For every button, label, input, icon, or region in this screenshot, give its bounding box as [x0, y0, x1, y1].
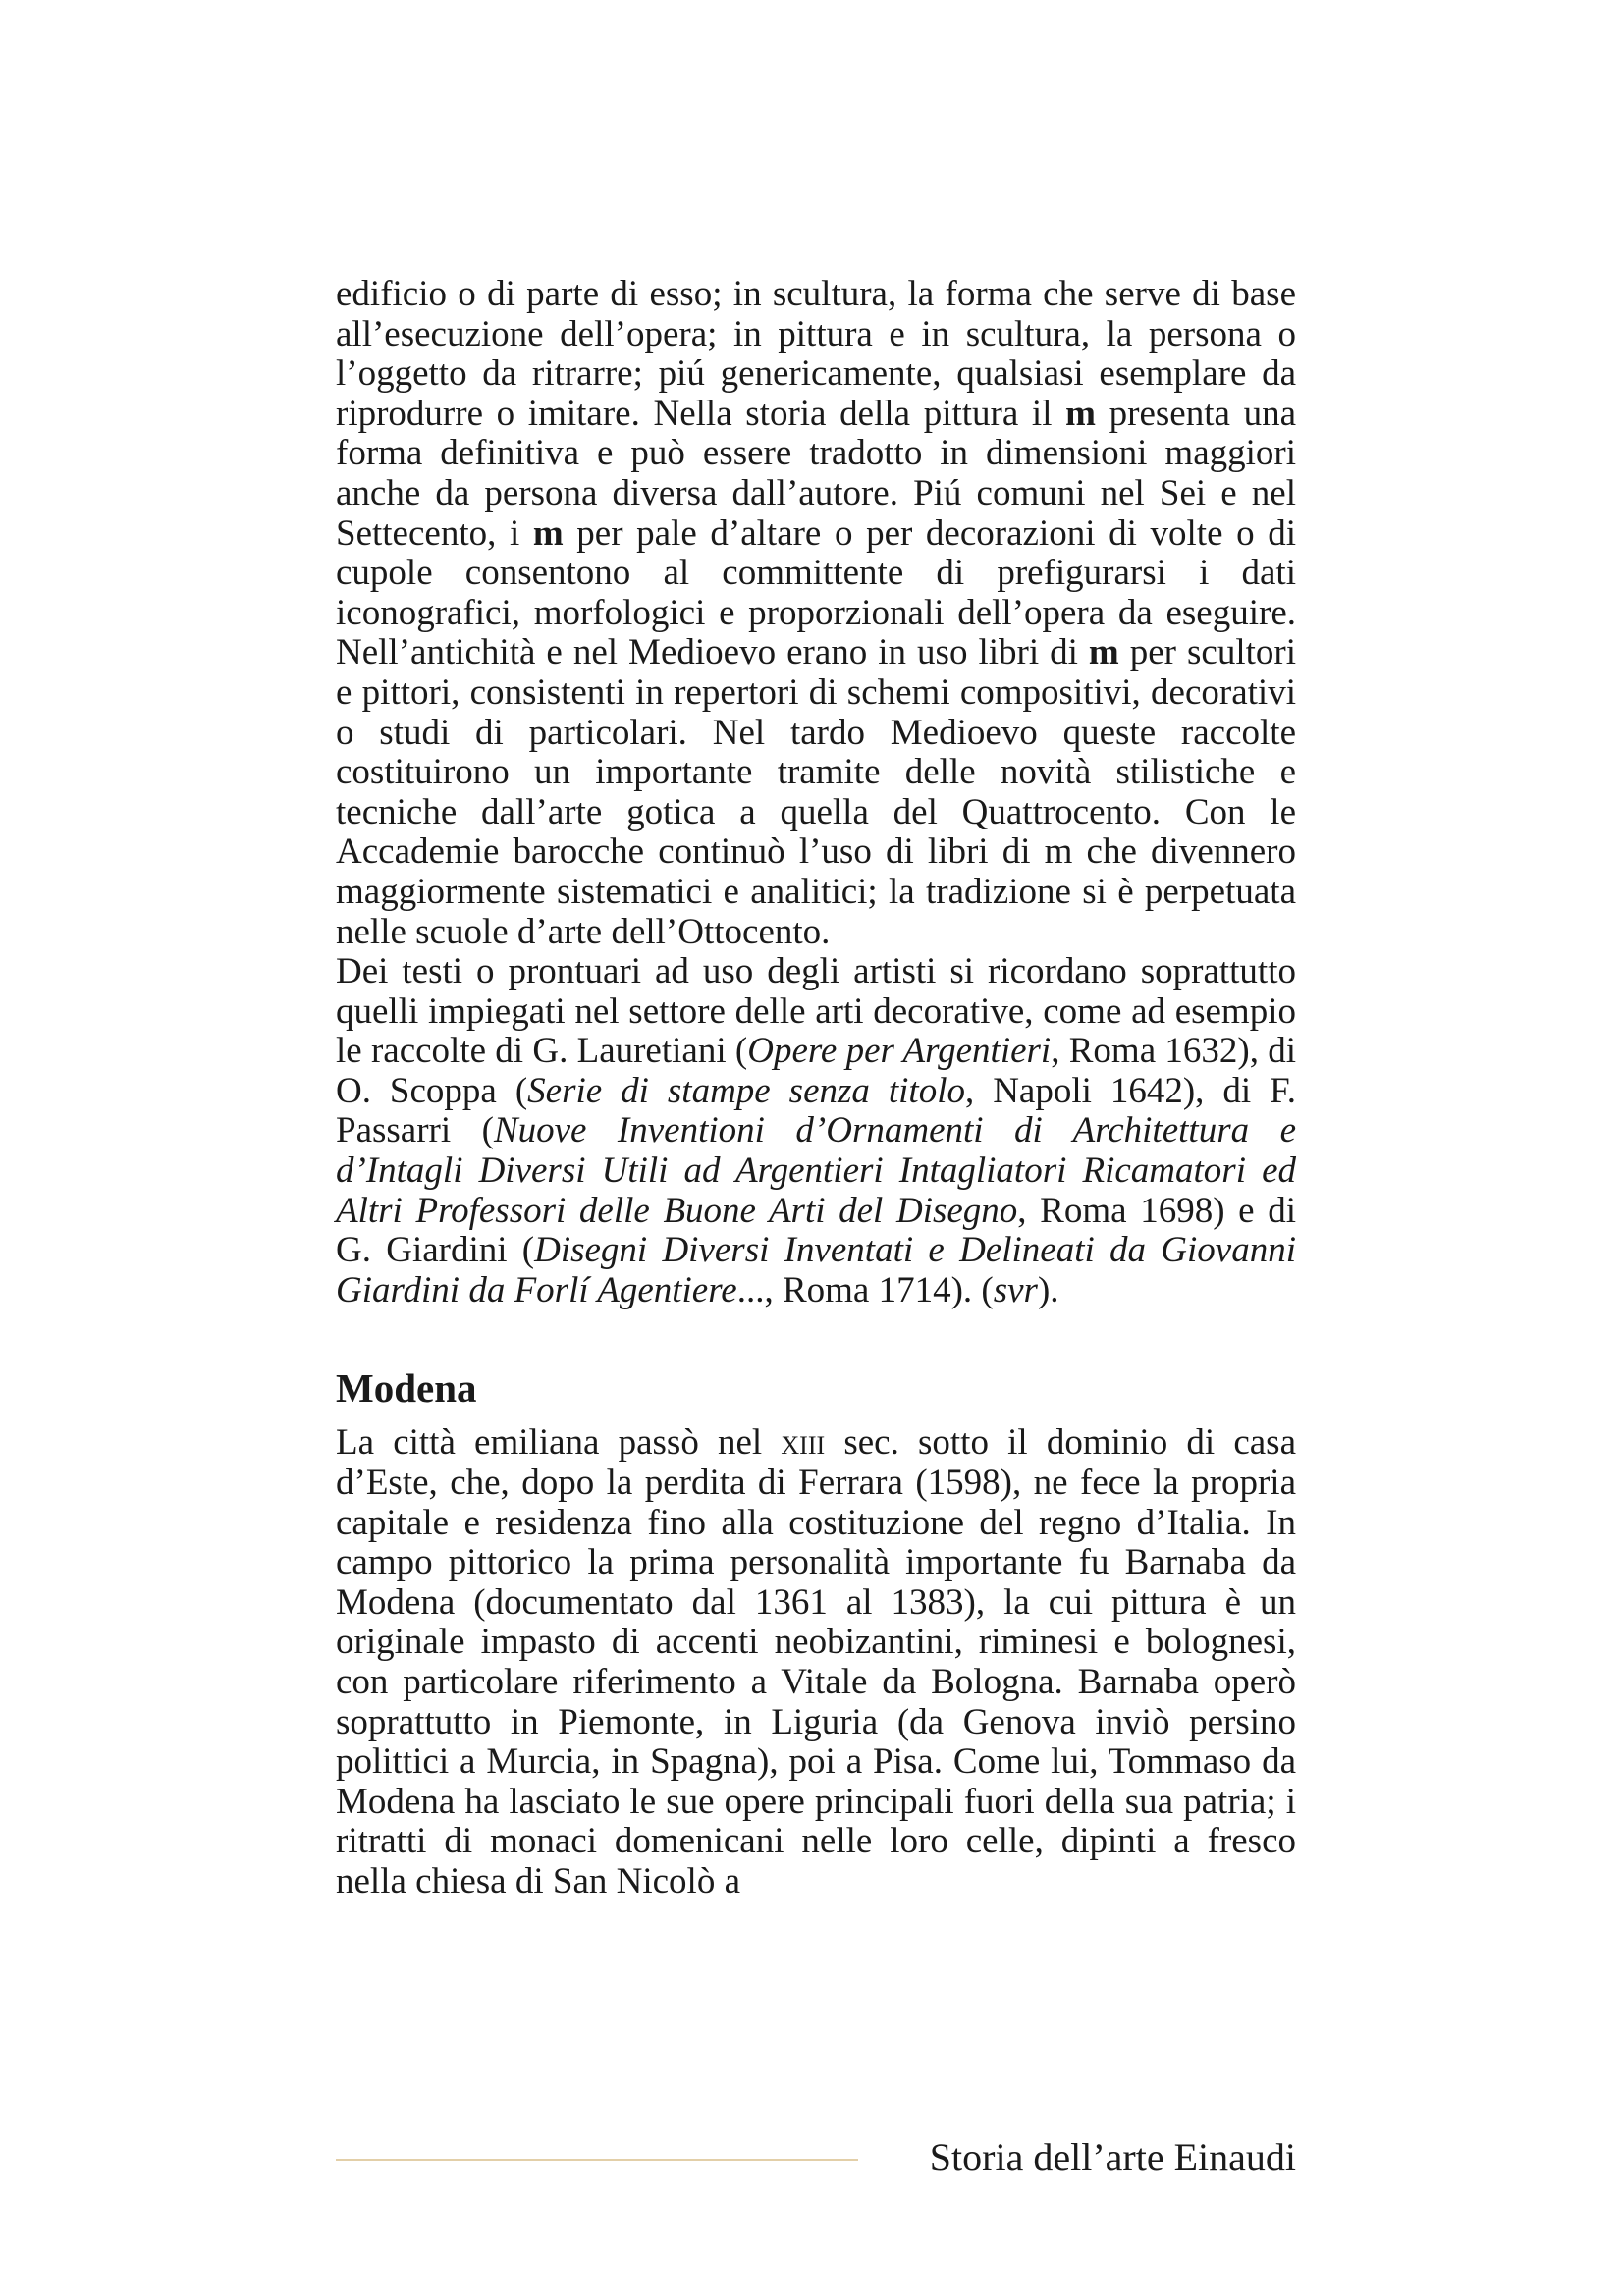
italic-title: Nuove Inventioni d’Ornamenti di Architettura e d’Intagli Diversi Utili ad Argentieri Intagliatori Ricamatori ed Altri Professori delle Buone Arti del Disegno	[336, 1110, 1296, 1231]
italic-title: Serie di stampe senza titolo	[527, 1070, 965, 1111]
text-run: presenta una forma definitiva e può essere tradotto in dimensioni maggiori anche da persona diversa dall’autore. Piú comuni nel Sei e nel Settecento, i	[336, 393, 1296, 554]
text-run: , Roma 1632), di O. Scoppa (	[336, 1031, 1297, 1111]
italic-title: svr	[993, 1269, 1038, 1310]
footer-book-title: Storia dell’arte Einaudi	[929, 2135, 1296, 2179]
italic-title: Opere per Argentieri	[747, 1031, 1052, 1072]
text-run: ..., Roma 1714). (	[736, 1269, 994, 1310]
text-run: per scultori e pittori, consistenti in repertori di schemi compositivi, decorativi o studi di particolari. Nel tardo Medioevo queste raccolte costituirono un importante tramite delle novità stilistiche e tecniche dall’arte gotica a quella del Quattrocento. Con le Accademie barocche continuò l’uso di libri di m che divennero maggiormente sistematici e analitici; la tradizione si è perpetuata nelle scuole d’arte dell’Ottocento.	[336, 632, 1296, 952]
text-run: , Napoli 1642), di F. Passarri (	[336, 1070, 1297, 1151]
bold-term: m	[1065, 393, 1096, 434]
small-caps-numeral: xiii	[781, 1422, 826, 1464]
text-run: edificio o di parte di esso; in scultura, la forma che serve di base all’esecuzione dell’opera; in pittura e in scultura, la persona o l’oggetto da ritrarre; piú genericamente, qualsiasi esemplare da riprodurre o imitare. Nella storia della pittura il	[336, 274, 1296, 434]
paragraph-model-definition	[336, 275, 1296, 952]
text-run: La città emiliana passò nel	[336, 1422, 782, 1464]
footer-rule	[336, 2159, 858, 2161]
text-run: per pale d’altare o per decorazioni di volte o di cupole consentono al committente di prefigurarsi i dati iconografici, morfologici e proporzionali dell’opera da eseguire. Nell’antichità e nel Medioevo erano in uso libri di	[336, 512, 1296, 673]
paragraph-modena	[336, 1423, 1296, 1901]
entry-heading-modena: Modena	[336, 1365, 477, 1412]
italic-title: Disegni Diversi Inventati e Delineati da Giovanni Giardini da Forlí Agentiere	[336, 1230, 1296, 1310]
text-run: Dei testi o prontuari ad uso degli artisti si ricordano soprattutto quelli impiegati nel settore delle arti decorative, come ad esempio le raccolte di G. Lauretiani (	[336, 951, 1296, 1072]
paragraph-model-texts	[336, 952, 1296, 1310]
text-run: ).	[1037, 1269, 1059, 1310]
bold-term: m	[532, 512, 564, 554]
bold-term: m	[1088, 632, 1119, 673]
text-run: , Roma 1698) e di G. Giardini (	[336, 1190, 1296, 1271]
text-run: sec. sotto il dominio di casa d’Este, che, dopo la perdita di Ferrara (1598), ne fece la propria capitale e residenza fino alla costituzione del regno d’Italia. In campo pittorico la prima personalità importante fu Barnaba da Modena (documentato dal 1361 al 1383), la cui pittura è un originale impasto di accenti neobizantini, riminesi e bolognesi, con particolare riferimento a Vitale da Bologna. Barnaba operò soprattutto in Piemonte, in Liguria (da Genova inviò persino polittici a Murcia, in Spagna), poi a Pisa. Come lui, Tommaso da Modena ha lasciato le sue opere principali fuori della sua patria; i ritratti di monaci domenicani nelle loro celle, dipinti a fresco nella chiesa di San Nicolò a	[336, 1422, 1296, 1901]
text-column	[336, 275, 1296, 1902]
